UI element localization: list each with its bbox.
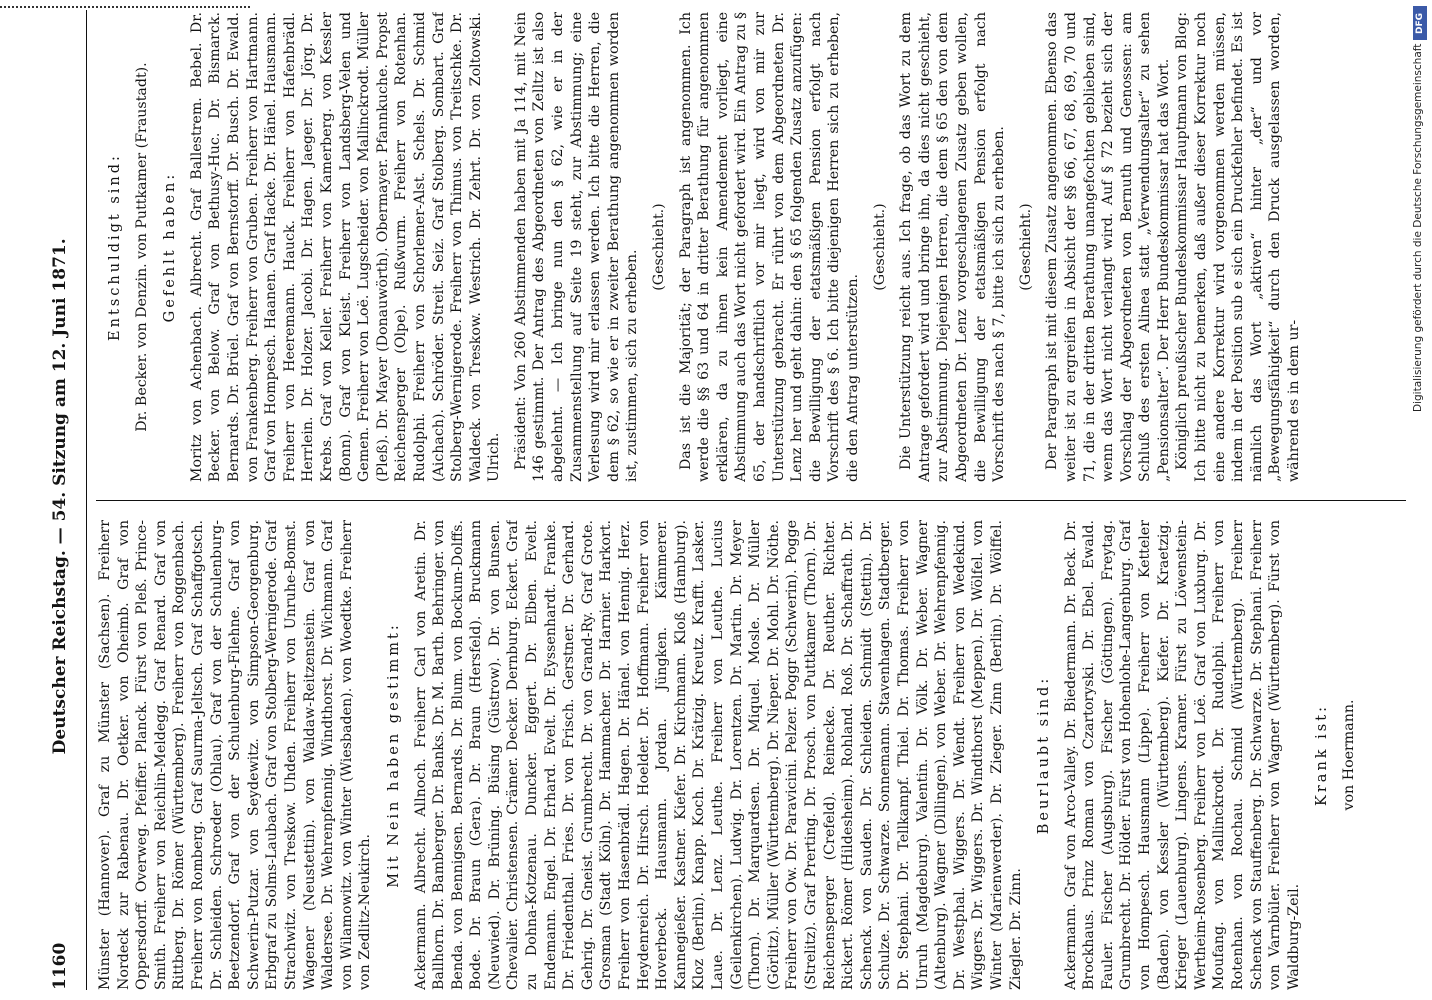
rotated-printed-page — [40, 10, 1420, 990]
paragraph-66-72: Der Paragraph ist mit diesem Zusatz angenommen. Ebenso das weiter ist zu ergreifen in Absicht der §§ 66, 67, 68, 69, 70 und 71, die in der dritten Berathung unangefochten geblieben sind, wenn das Wort nicht verlangt wird. Auf § 72 bezieht sich der Vorschlag der Abgeordneten von Bernuth und Genossen: am Schluß des ersten Alinea statt „Verwendungsalter“ zu sehen „Pensionsalter“. Der Herr Bundeskommissar hat das Wort. — [1044, 12, 1172, 482]
digitization-credit: Digitalisierung gefördert durch die Deutsche Forschungsgemeinschaft — [1412, 44, 1424, 413]
right-column — [96, 12, 1406, 482]
stage-direction-3: (Geschieht.) — [1017, 203, 1034, 291]
heading-absent: Gefehlt haben: — [162, 171, 179, 323]
excused-list: Dr. Becker. von Denzin. von Puttkamer (Fraustadt). — [133, 62, 150, 432]
heading-excused: Entschuldigt sind: — [107, 153, 123, 341]
support-statement: Die Unterstützung reicht aus. Ich frage, ob das Wort zu dem Antrage gefordert wird und bringe ihn, da dies nicht geschieht, zur Abstimmung. Diejenigen Herren, die dem § 65 den von dem Abgeordneten Dr. Lenz vorgeschlagenen Zusatz geben wollen, die Bewilligung der etatsmäßigen Pension erfolgt nach Vorschrift des nach § 7, bitte ich sich zu erheben. — [898, 12, 1008, 482]
page-header — [40, 10, 80, 990]
absent-list: Moritz von Achenbach. Albrecht. Graf Ballestrem. Bebel. Dr. Becker. von Below. Graf von Bethusy-Huc. Dr. Bismarck. Bernards. Dr. Brüel. Graf von Bernstorff. Dr. Busch. Dr. Ewald. von Frankenberg. Freiherr von Gruben. Freiherr von Hartmann. Graf von Hompesch. Haanen. Graf Hacke. Dr. Hänel. Hausmann. Freiherr von Heeremann. Hauck. Freiherr von Hafenbrädl. Herrlein. Dr. Holzer. Jacobi. Dr. Hagen. Jaeger. Dr. Jörg. Dr. Krebs. Graf von Keller. Freiherr von Kamerberg. von Kessler (Bonn). Graf von Kleist. Freiherr von Landsberg-Velen und Gemen. Freiherr von Loë. Lugscheider. von Mallinckrodt. Müller (Pleß). Dr. Mayer (Donauwörth). Obermayer. Pfannkuche. Propst Reichensperger (Olpe). Rußwurm. Freiherr von Rotenhan. Rudolphi. Freiherr von Schorlemer-Alst. Schels. Dr. Schmid (Aichach). Schröder. Streit. Seiz. Graf Stolberg. Sombart. Graf Stolberg-Wernigerode. Freiherr von Thimus. von Treitschke. Dr. Waldeck. von Treskow. Westrich. Dr. Zehrt. Dr. von Zoltowski. Ulrich. — [188, 12, 503, 482]
heading-on-leave: Beurlaubt sind: — [1036, 675, 1053, 835]
sick-list: von Hoermann. — [1341, 699, 1357, 811]
vote-yes-list: Münster (Hannover). Graf zu Münster (Sachsen). Freiherr Nordeck zur Rabenau. Dr. Oetker. von Oheimb. Graf von Oppersdorff. Overweg. Pfeiffer. Planck. Fürst von Pleß. Prince-Smith. Freiherr von Reichlin-Meldegg. Graf Renard. Graf von Rittberg. Dr. Römer (Württemberg). Freiherr von Roggenbach. Freiherr von Romberg. Graf Saurma-Jeltsch. Graf Schaffgotsch. Dr. Schleiden. Schroeder (Ohlau). Graf von der Schulenburg-Beetzendorf. Graf von der Schulenburg-Filehne. Graf von Schwerin-Putzar. von Seydewitz. von Simpson-Georgenburg. Erbgraf zu Solms-Laubach. Graf von Stolberg-Wernigerode. Graf Strachwitz. von Treskow. Uhden. Freiherr von Unruhe-Bomst. Wagener (Neustettin). von Waldaw-Reitzenstein. Graf von Waldersee. Dr. Wehrenpfennig. Windthorst. Dr. Wichmann. Graf von Wilamowitz. von Winter (Wiesbaden). von Woedtke. Freiherr von Zedlitz-Neukirch. — [97, 520, 374, 990]
scan-edge-mark — [0, 6, 250, 8]
stage-direction-1: (Geschieht.) — [651, 203, 668, 291]
page-number: 1160 — [50, 942, 70, 990]
commissioner-statement: Königlich preußischer Bundeskommissar Hauptmann von Blog: Ich bitte nicht zu bemerken, daß außer dieser Korrektur noch eine andere Korrektur wird vorgenommen werden müssen, indem in der Position sub e sich ein Druckfehler befindet. Es ist nämlich das Wort „aktiven“ hinter „der“ und vor „Bewegungsfähigkeit“ durch den Druck ausgelassen worden, während es in dem ur- — [1174, 12, 1303, 482]
president-statement: Präsident: Von 260 Abstimmenden haben mit Ja 114, mit Nein 146 gestimmt. Der Antrag des Abgeordneten von Zelltz ist also abgelehnt. — Ich bringe nun den § 62, wie er in der Zusammenstellung auf Seite 19 steht, zur Abstimmung; eine Verlesung wird mir erlassen werden. Ich bitte die Herren, die dem § 62, so wie er in zweiter Berathung angenommen worden ist, zustimmen, sich zu erheben. — [512, 12, 641, 482]
heading-sick: Krank ist: — [1314, 704, 1331, 806]
left-column — [96, 520, 1406, 990]
on-leave-list: Ackermann. Graf von Arco-Valley. Dr. Biedermann. Dr. Beck. Dr. Brockhaus. Prinz Roman von Czartoryski. Dr. Ebel. Ewald. Fauler. Fischer (Augsburg). Fischer (Göttingen). Freytag. Grumbrecht. Dr. Hölder. Fürst von Hohenlohe-Langenburg. Graf von Hompesch. Hausmann (Lippe). Freiherr von Ketteler (Baden). von Kessler (Württemberg). Kiefer. Dr. Kraetzig. Krieger (Lauenburg). Lingens. Kramer. Fürst zu Löwenstein-Wertheim-Rosenberg. Freiherr von Loë. Graf von Luxburg. Dr. Moufang. von Mallinckrodt. Dr. Rudolphi. Freiherr von Rotenhan. von Rochau. Schmid (Württemberg). Freiherr Schenck von Stauffenberg. Dr. Schwarze. Dr. Stephani. Freiherr von Varnbüler. Freiherr von Wagner (Württemberg). Fürst von Waldburg-Zeil. — [1062, 520, 1302, 990]
paragraph-adoption: Das ist die Majorität; der Paragraph ist angenommen. Ich werde die §§ 63 und 64 in dritter Berathung für angenommen erklären, da zu ihnen kein Amendement vorliegt, eine Abstimmung auch das Wort nicht gefordert wird. Ein Antrag zu § 65, der handschriftlich vor mir liegt, wird von mir zur Unterstützung gebracht. Er rührt von dem Abgeordneten Dr. Lenz her und geht dahin: den § 65 folgenden Zusatz anzufügen: die Bewilligung der etatsmäßigen Pension erfolgt nach Vorschrift des § 6. Ich bitte diejenigen Herren sich zu erheben, die den Antrag unterstützen. — [677, 12, 861, 482]
running-title: Deutscher Reichstag. — 54. Sitzung am 12. Juni 1871. — [50, 238, 70, 755]
heading-voted-no: Mit Nein haben gestimmt: — [385, 622, 402, 888]
header-rule — [86, 10, 87, 990]
stage-direction-2: (Geschieht.) — [871, 203, 888, 291]
column-separator — [96, 500, 1406, 501]
dfg-logo: DFG — [1413, 6, 1427, 40]
vote-no-list: Ackermann. Albrecht. Allnoch. Freiherr Carl von Aretin. Dr. Ballhorn. Dr. Bamberger. Dr. Banks. Dr. M. Barth. Behringer. von Benda. von Bennigsen. Bernards. Dr. Blum. von Bockum-Dolffs. Bode. Dr. Braun (Gera). Dr. Braun (Hersfeld). Bruckmann (Neuwied). Dr. Brüning. Büsing (Güstrow). Dr. von Bunsen. Chevalier. Christensen. Crämer. Decker. Dernburg. Eckert. Graf zu Dohna-Kotzenau. Duncker. Eggert. Dr. Elben. Evelt. Endemann. Engel. Dr. Erhard. Evelt. Dr. Eyssenhardt. Franke. Dr. Friedenthal. Fries. Dr. von Frisch. Gerstner. Dr. Gerhard. Gehrig. Dr. Gneist. Grumbrecht. Dr. von Grand-Ry. Graf Grote. Grosman (Stadt Köln). Dr. Hammacher. Dr. Harnier. Harkort. Freiherr von Hasenbrädl. Hagen. Dr. Hänel. von Hennig. Herz. Heydenreich. Dr. Hirsch. Hoelder. Dr. Hoffmann. Freiherr von Hoverbeck. Hausmann. Jordan. Jüngken. Kämmerer. Kannegießer. Kastner. Kiefer. Dr. Kirchmann. Kloß (Hamburg). Kloz (Berlin). Knapp. Koch. Dr. Krätzig. Kreutz. Krafft. Lasker. Laue. Dr. Lenz. Leuthe. Freiherr von Leuthe. Lucius (Geilenkirchen). Ludwig. Dr. Lorentzen. Dr. Martin. Dr. Meyer (Thorn). Dr. Marquardsen. Dr. Miquel. Mosle. Dr. Müller (Görlitz). Müller (Württemberg). Dr. Nieper. Dr. Mohl. Dr. Nöthe. Freiherr von Ow. Dr. Paravicini. Pelzer. Poggr (Schwerin). Pogge (Strelitz). Graf Prerting. Dr. Prosch. von Puttkamer (Thorn). Dr. Reichensperger (Crefeld). Reinecke. Dr. Reuther. Richter. Rickert. Römer (Hildesheim). Rohland. Roß. Dr. Schaffrath. Dr. Schenck. von Sauden. Dr. Schleiden. Schmidt (Stettin). Dr. Schulze. Dr. Schwarze. Sonnemann. Stavenhagen. Stadtberger. Dr. Stephani. Dr. Tellkampf. Thiel. Dr. Thomas. Freiherr von Unruh (Magdeburg). Valentin. Dr. Völk. Dr. Weber. Wagner (Altenburg). Wagner (Dillingen). von Weber. Dr. Wehrenpfennig. Dr. Westphal. Wiggers. Dr. Wendt. Freiherr von Wedekind. Wiggers. Dr. Wiggers. Dr. Windthorst (Meppen). Dr. Wölfel. von Winter (Marienwerder). Dr. Zieger. Zinn (Berlin). Dr. Wölffel. Ziegler. Dr. Zinn. — [412, 520, 1024, 990]
